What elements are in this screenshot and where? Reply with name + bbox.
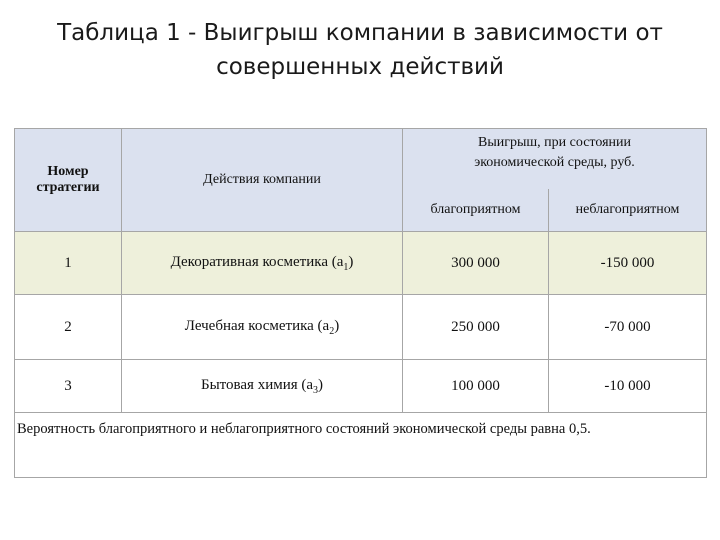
header-strategy-number: Номер стратегии bbox=[15, 129, 122, 232]
header-unfavorable: неблагоприятном bbox=[549, 189, 707, 232]
unfavorable-cell: -70 000 bbox=[549, 295, 707, 360]
action-close: ) bbox=[348, 253, 354, 270]
header-row bbox=[15, 129, 707, 189]
action-close: ) bbox=[318, 376, 324, 393]
table-row bbox=[15, 295, 707, 360]
note-row bbox=[15, 413, 707, 478]
table-row bbox=[15, 360, 707, 413]
title-line-1: Таблица 1 - Выигрыш компании в зависимости от bbox=[57, 20, 663, 46]
action-text: Лечебная косметика (а bbox=[184, 317, 330, 334]
strategy-number-cell: 3 bbox=[15, 360, 122, 413]
favorable-cell: 250 000 bbox=[403, 295, 549, 360]
favorable-cell: 300 000 bbox=[403, 232, 549, 295]
action-cell bbox=[122, 360, 403, 413]
action-close: ) bbox=[334, 317, 340, 334]
title-line-2: совершенных действий bbox=[216, 54, 504, 80]
action-text: Бытовая химия (а bbox=[200, 376, 314, 393]
payoff-table bbox=[14, 128, 707, 478]
unfavorable-cell: -150 000 bbox=[549, 232, 707, 295]
table-row bbox=[15, 232, 707, 295]
header-payoff: Выигрыш, при состоянии экономической среды, руб. bbox=[403, 129, 707, 189]
action-subscript: 3 bbox=[313, 384, 319, 396]
action-text: Декоративная косметика (а bbox=[170, 253, 344, 270]
action-subscript: 2 bbox=[329, 325, 335, 337]
favorable-cell: 100 000 bbox=[403, 360, 549, 413]
unfavorable-cell: -10 000 bbox=[549, 360, 707, 413]
action-cell bbox=[122, 232, 403, 295]
page-title bbox=[0, 16, 720, 84]
strategy-number-cell: 2 bbox=[15, 295, 122, 360]
probability-note: Вероятность благоприятного и неблагоприятного состояний экономической среды равна 0,5. bbox=[15, 413, 707, 478]
action-cell bbox=[122, 295, 403, 360]
header-favorable: благоприятном bbox=[403, 189, 549, 232]
action-subscript: 1 bbox=[343, 261, 349, 273]
header-company-actions: Действия компании bbox=[122, 129, 403, 232]
strategy-number-cell: 1 bbox=[15, 232, 122, 295]
